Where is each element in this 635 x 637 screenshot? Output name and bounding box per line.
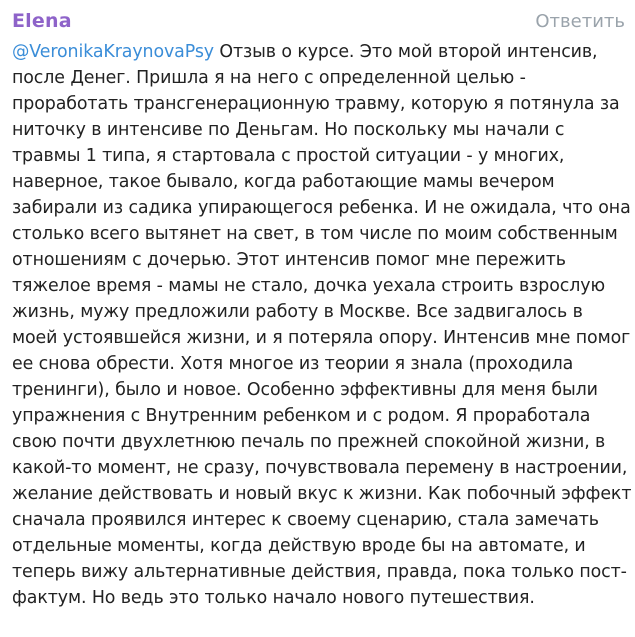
message-header xyxy=(12,10,625,38)
message-body: Отзыв о курсе. Это мой второй интенсив, после Денег. Пришла я на него с определенной целью - проработать трансгенерационную травму, которую я потянула за ниточку в интенсиве по Деньгам. Но поскольку мы начали с травмы 1 типа, я стартовала с простой ситуации - у многих, наверное, такое бывало, когда работающие мамы вечером забирали из садика упирающегося ребенка. И не ожидала, что она столько всего вытянет на свет, в том числе по моим собственным отношениям с дочерью. Этот интенсив помог мне пережить тяжелое время - мамы не стало, дочка уехала строить взрослую жизнь, мужу предложили работу в Москве. Все задвигалось в моей устоявшейся жизни, и я потеряла опору. Интенсив мне помог ее снова обрести. Хотя многое из теории я знала (проходила тренинги), было и новое. Особенно эффективны для меня были упражнения с Внутренним ребенком и с родом. Я проработала свою почти двухлетнюю печаль по прежней спокойной жизни, в какой-то момент, не сразу, почувствовала перемену в настроении, желание действовать и новый вкус к жизни. Как побочный эффект сначала проявился интерес к своему сценарию, стала замечать отдельные моменты, когда действую вроде бы на автомате, и теперь вижу альтернативные действия, правда, пока только пост-фактум. Но ведь это только начало нового путешествия. xyxy=(12,42,632,608)
reply-button[interactable]: Ответить xyxy=(535,11,625,32)
mention-link[interactable]: @VeronikaKraynovaPsy xyxy=(12,42,214,62)
author-name[interactable]: Elena xyxy=(12,10,72,32)
message-text xyxy=(12,38,632,611)
